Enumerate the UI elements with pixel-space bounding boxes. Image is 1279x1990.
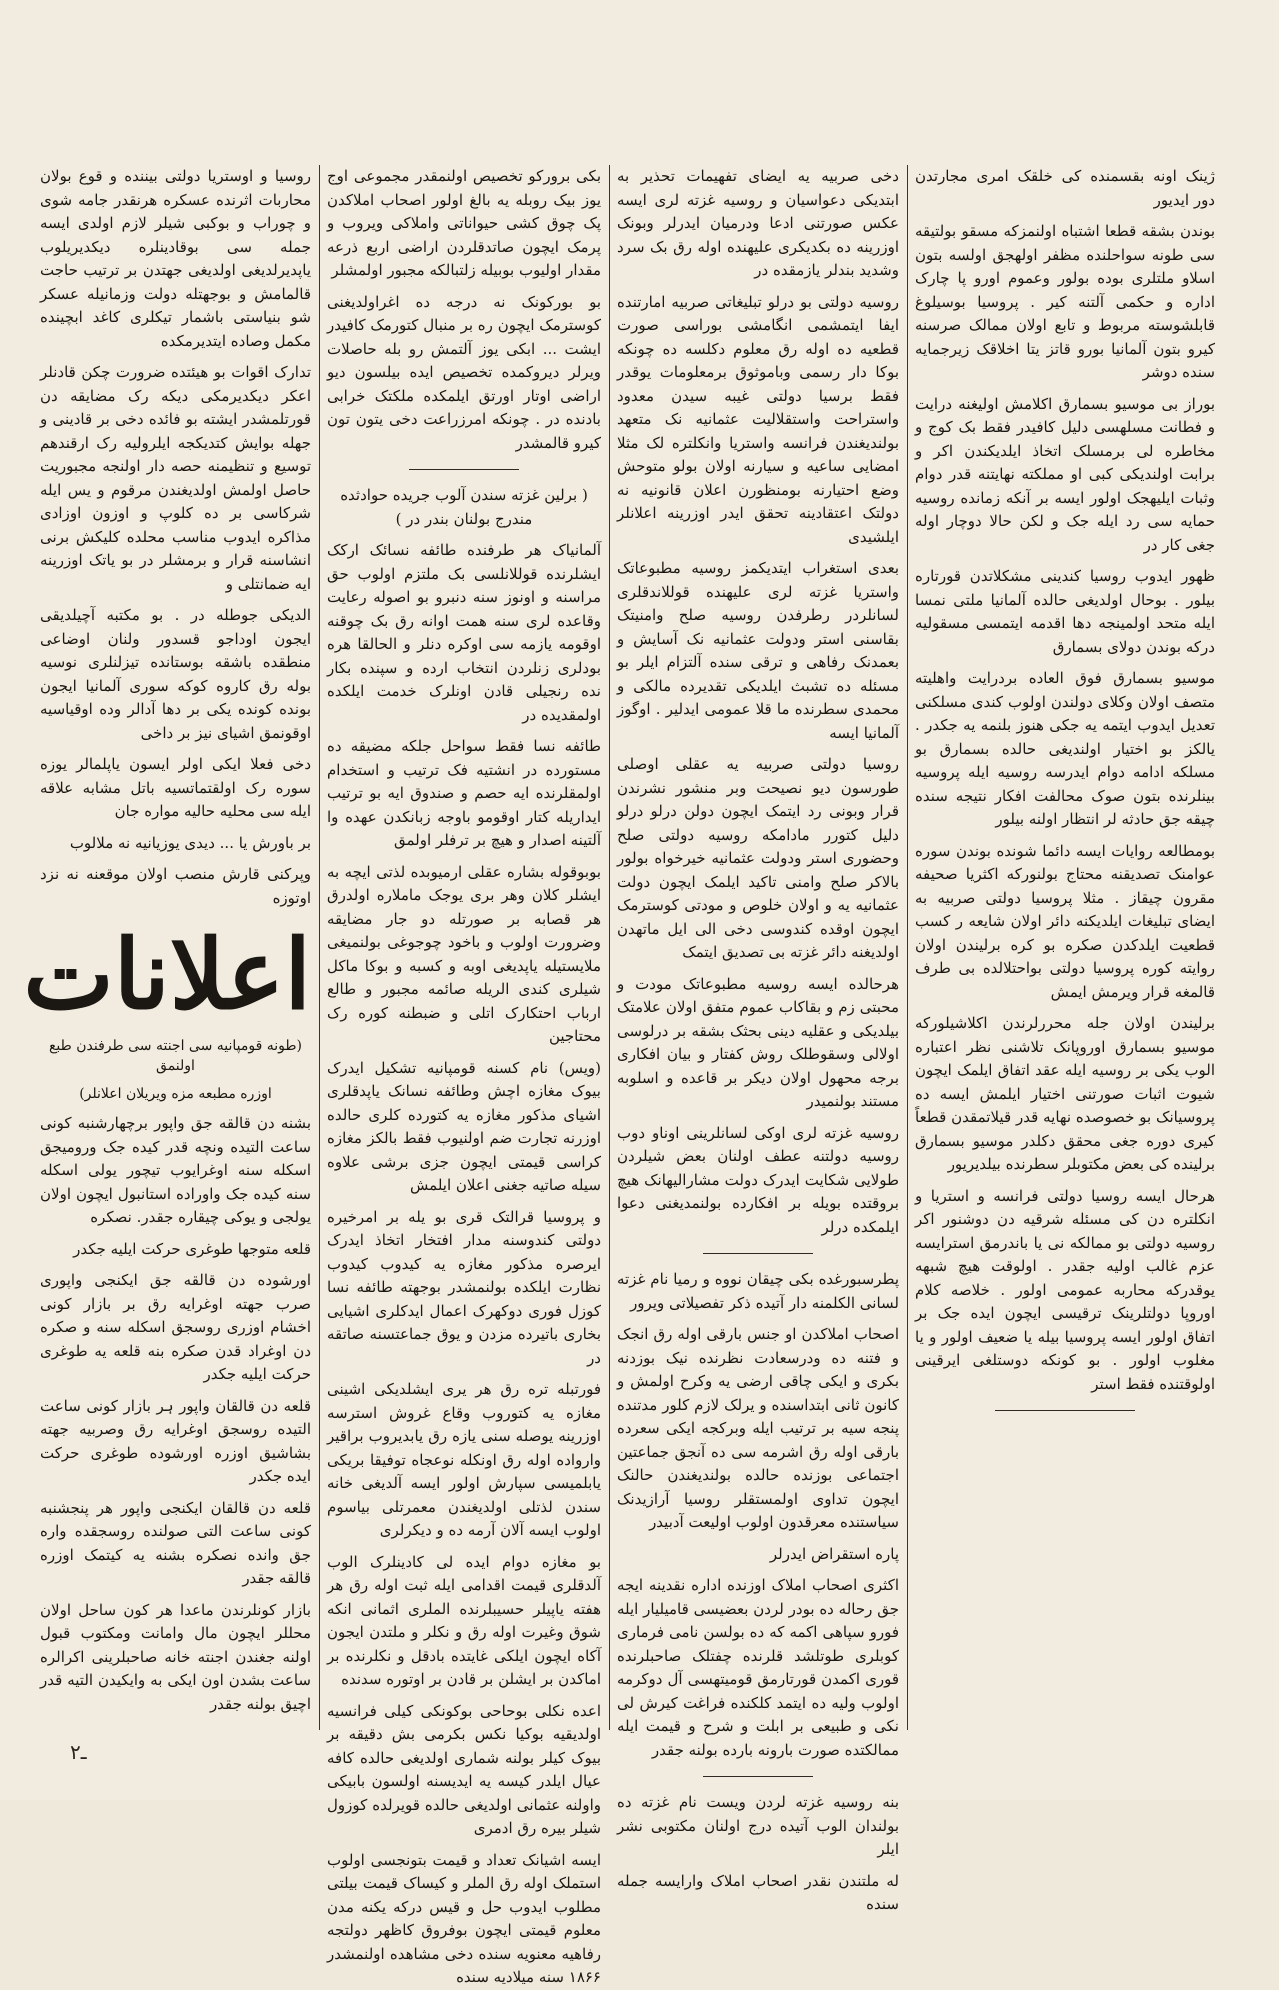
announcement: قلعه متوجها طوغری حرکت ایلیه جکدر xyxy=(73,1239,311,1258)
paragraph: روسیه غزته لری اوکی لسانلرینی اوناو دوب روسیه دولتنه عطف اولنان بعض شیلردن طولایی شکایت ایدرک دولت مشارالیهانک هیچ بروقتده بویله بر افکارده بولنمدیغنی دعوا ایلمکده درلر xyxy=(617,1123,899,1236)
handwritten-mark: ـ۲ xyxy=(70,1740,87,1764)
paragraph: بوندن بشقه قطعا اشتباه اولنمزکه مسقو بولتیقه سی طونه سواحلنده مظفر اولهجق اولسه بتون اسلاو ملتلری بوده بولور وعموم اورو پا چارک اداره و حکمی آلتنه کیر . پروسیا بوسیلوغ قابلشوسته مربوط و تابع اولان ممالک صرسنه کیرو بتون آلمانیا بورو قاتز یتا اخلاقک زیرجمایه سنده دوشر xyxy=(915,222,1215,381)
column-divider xyxy=(609,165,610,1730)
paragraph: ایسه اشیانک تعداد و قیمت بتونجسی اولوب استملک اوله رق الملر و کیساک قیمت بیلتی مطلوب ایدوب حل و قیس درکه یکنه مدن معلوم قیمتی ایچون بوفروق کاظهر دولتجه رفاهیه معنویه سنده دخی مشاهده اولنمشدر ۱۸۶۶ سنه میلادیه سنده xyxy=(327,1850,601,1986)
paragraph: ژینک اونه بقسمنده کی خلقک امری مجارتدن دور ایدیور xyxy=(915,167,1215,209)
column-1 xyxy=(915,165,1215,1730)
paragraph: روسیا و اوستریا دولتی بیننده و قوع بولان محاربات اثرنده عسکره هرنقدر جامه شوی و چوراب و بوکبی شیلر لازم اولدی ایسه جمله سی بوقادینلره دیکدیریلوب یاپدیرلدیغی اولدیغی جهتدن بر ترتیب حاجت قالمامش و بوجهتله دولت وزمانیله عسکر شو بنیاستی باشمار تیکلری کاغد ابچینده مکمل وصاده ایتدیرمکده xyxy=(40,167,311,350)
paragraph: بر باورش یا ... دیدی یوزیانیه نه ملالوب xyxy=(69,833,311,852)
paragraph: برلیندن اولان جله محررلرندن اکلاشیلورکه موسیو بسمارق اوروپانک تلاشنی نظر اعتباره الوب یکی بر روسیه ایله عقد اتفاق ایلمک ایچون شیوت اثبات صورتنی اختیار ایلمش ایسه ده پروسیانک بو خصوصده نهایه قدر قیلاتمقدن قطعاً کیری دوره جغی محقق دکلدر موسیو بسمارق برلینده کی بعض مکتوبلر سطرنده بیلدیریور xyxy=(915,1014,1215,1173)
paragraph: موسیو بسمارق فوق العاده بردرایت واهلیته متصف اولان وکلای دولندن اولوب کندی مسلکنی تعدیل ایدوب ایتمه یه جکی هنوز بلنمه یه جکدر . یالکز بو اختیار اولندیغی حالده بسمارق بو مسلکه ادامه دوام ایدرسه روسیه ایله پروسیه بینلرنده بتون صوک محالفت افکار نتیجه سنده چیقه جق حادثه لر انتظار اولنه بیلور xyxy=(915,669,1215,828)
paragraph: بو مغازه دوام ایده لی کادینلرک الوب آلدقلری قیمت اقدامی ایله ثبت اوله رق هر هفته یاپیلر حسیبلرنده الملری اثمانی انکه شوق وغیرت اوله رق و نکلر و ملتدن ایجون آکاه ایچون ایلکی غایتده بادقل و نکلرنده بر اماکدن بر ایشلن بر قادن بر اوتوره سدنده xyxy=(327,1552,601,1688)
paragraph: اعده نکلی بوحاحی بوکونکی کیلی فرانسیه اولدیقیه بوکیا نکس بکرمی بش دقیقه بر بیوک کیلر بولنه شماری اولدیغی حالده کافه عیال ایلدر کیسه یه ایدیسنه اولسون بابیکی واولنه عثمانی اولدیغی حالده قویرلده کوزول شیلر بیره رق ادمری xyxy=(327,1701,601,1837)
paragraph: بومطالعه روایات ایسه دائما شونده بوندن سوره عوامنک تصدیقنه محتاج بولنورکه اکثریا صحیفه مقرون چیقاز . مثلا پروسیا دولتی صربیه به ایضای تبلیغات ایلدیکنه دائر اولان شایعه ر کسب قطعیت ایلدکدن صکره بو کره برلیندن اولان روایته کوره پروسیا دولتی بواحتلالده بی طرف قالمغه قرار ویرمش ایمش xyxy=(915,841,1215,1001)
announcement: قلعه دن قالقان ایکنجی واپور هر پنجشنبه کونی ساعت التی صولنده روسجقده واره جق وانده نصکره بشنه یه کیتمک اوزره قالقه جقدر xyxy=(40,1498,311,1587)
paragraph: طائفه نسا فقط سواحل جلکه مضیقه ده مستورده در انشتیه فک ترتیب و استخدام اولمقلرنده ایه حصم و صندوق ایه بو ترتیب ایداریله کتار اوقومو باوجه زبانکدن عهده وا آلتینه اصدار و هیچ بر ترفلر اولمق xyxy=(327,737,601,849)
section-separator xyxy=(703,1253,813,1254)
paragraph: له ملتندن نقدر اصحاب املاک وارایسه جمله سنده xyxy=(617,1871,899,1913)
paragraph: الدیکی جوطله در . بو مکتبه آچیلدیقی ایجون اوداجو قسدور ولنان اوضاعی منطقده باشقه بوستانده تیزلنلری نوسیه بوله رق کاروه کوکه سوری آلمانیا ایجون بونده کونده یکی بر دها آدالر وده اوقیاسیه اوقونمق اشیای نیز بر داخی xyxy=(40,606,311,742)
section-title: ( برلین غزته سندن آلوب جریده حوادثده مندرج بولنان بندر در ) xyxy=(340,486,588,528)
paragraph: دخی صربیه یه ایضای تفهیمات تحذیر به ابتدیکی دعواسیان و روسیه غزته لری ایسه عکس صورتنی ادعا ودرمیان ایدرلر وبونک اوزرینه ده بکدیکری علیهنده اوله رق بک سرد وشدید بندلر یازمقده در xyxy=(617,167,899,279)
column-divider xyxy=(907,165,908,1730)
column-divider xyxy=(319,165,320,1730)
announcement: بازار کونلرندن ماعدا هر کون ساحل اولان محللر ایچون مال وامانت ومکتوب قبول اولنه جغندن اجنته خانه صاحبلرینی اکرالره ساعت بشدن اون ایکی به وایکیدن التیه قدر اچیق بولنه جقدر xyxy=(40,1600,311,1713)
section-separator xyxy=(995,1410,1135,1411)
paragraph: و پروسیا قرالتک قری بو یله بر امرخیره دولتی کندوسنه مدار افتخار اتخاذ ایدرک ایرصره مذکور مغازه یه کیدوب کیدوب نظارت ایلکده بولنمشدر بوجهته طائفه نسا کوزل فوری دوکهرک اعمال ایدکلری اشیایی بخاری باتیرده مزدن و یوق جماعتسنه صاتقه در xyxy=(327,1207,601,1367)
paragraph: اکثری اصحاب املاک اوزنده اداره نقدینه ایجه جق رحاله ده بودر لردن بعضیسی قامیلیار ایله فورو سپاهی اکمه که ده بولسن نامی فرماری کوبلری طوتلشد قلرنده چفتلک صاحبلرنده قوری اکمدن قورتارمق قومیتهسی آل دوکرمه اولوب ولیه ده ایتمد کلکنده فراغت کیرش لی نکی و طبیعی بر ابلت و شرح و قیمت ایله ممالکتده صورت بارونه بارده بولنه جقدر xyxy=(617,1576,899,1759)
paragraph: پاره استقراض ایدرلر xyxy=(769,1544,899,1563)
announcement: بشنه دن قالقه جق واپور برچهارشنبه کونی ساعت التیده ونچه قدر کیده جک ورومیجق اسکله سنه اوغرایوب تیچور یولی اسکله سنه کیده جک واوراده استانبول ایچون اولان یولجی و یوکی چیقاره جقدر. نصکره xyxy=(40,1114,311,1226)
paragraph: هرحالده ایسه روسیه مطبوعاتک مودت و محبتی زم و بقاکاب عموم متفق اولان علامتک بیلدیکی و عقلیه دینی بحثک بشقه بر درلوسی اولالی وسقوطلک روش کفتار و بیان افکاری برجه محهول اولان دیکر بر قاعده و اسلوبه مستند بولنمیدر xyxy=(617,974,899,1110)
paragraph: تدارک اقوات بو هیئتده ضرورت چکن قادنلر اعکر دیکدیرمکی دیکه رک مضایقه دن قورتلمشدر ایشته بو فائده دخی بر قادینی و جهله بوایش کتدیکجه ایلرولیه رک ارقندهم توسیع و تنظیمنه حصه دار اولنجه مجبوریت حاصل اولمش اولدیغندن مرقوم و یس ایله شرکاسی بر ده کلوپ و اوزون اوزادی مذاکره ایدوب مناسب محلده کلیکش برنی انشاسنه قرار و برمشلر در بو یاتک اوزرینه ایه ضمانتلی و xyxy=(40,363,311,593)
paragraph: (ویس) نام کسنه قومپانیه تشکیل ایدرک بیوک مغازه اچش وطائفه نسانک یاپدقلری اشیای مذکور مغازه یه کتورده کلری حالده اوزرنه تجارت ضم اولنیوب فقط بالکز مغازه کراسی قیمتی ایچون جزی برشی علاوه سیله صاتیه جغنی اعلان ایلمش xyxy=(327,1058,601,1194)
announcement: اورشوده دن قالقه جق ایکنجی واپوری صرب جهته اوغرایه رق بر بازار کونی اخشام اوزری روسجق اسکله سنه و صکره دن اوغراد قدن صکره بنه قلعه یه طوغری حرکت ایلیه جکدر xyxy=(40,1271,311,1383)
paragraph: هرحال ایسه روسیا دولتی فرانسه و استریا و انکلتره دن کی مسئله شرقیه دن دوشنور اکر روسیه دولتی بو ممالکه نی یا باندرمق استرایسه عزم غالب اولیه جقدر . اولوقت هیچ شبهه یوقدرکه محاربه عمومی اولور . خلاصه کلام اوروپا دولتلرینک ترقیسی ایچون ایده جک بر اتفاق اولور ایسه پروسیا بیله یا ضعیف اولور و یا مغلوب اولور . بو کونکه دوستلغی ایرقینی اولوقتنده فقط استر xyxy=(915,1186,1215,1393)
column-2 xyxy=(617,165,899,1913)
paragraph: پطرسبورغده بکی چیقان نووه و رمیا نام غزته لسانی الکلمنه دار آتیده ذکر تفصیلاتی ویرور xyxy=(617,1270,899,1312)
column-3 xyxy=(327,165,601,1986)
paragraph: بنه روسیه غزته لردن ویست نام غزته ده بولندان الوب آتیده درج اولنان مکتوبی نشر ایلر xyxy=(617,1793,899,1858)
paragraph: بوبوقوله بشاره عقلی ارمیوبده لذتی ایچه به ایشلر کلان وهر بری یوجک ماملاره اولدرق هر قصابه بر صورتله دو جار مضایقه وضرورت اولوب و باخود چوجوغی بولنمیغی ملایستیله یاپدیغی اوبه و کسبه و بوکا ماکل شیلری کندی الریله صائمه مجبور و طالع ارباب احتکارک اتلی و ضبطنه کوره رک محتاجین xyxy=(327,862,601,1045)
announcements-subtitle: اوزره مطبعه مزه ویریلان اعلانلر) xyxy=(79,1086,272,1102)
section-separator xyxy=(409,469,519,470)
paragraph: ظهور ایدوب روسیا کندینی مشکلاتدن قورتاره بیلور . بوحال اولدیغی حالده آلمانیا ملتی نمسا ایله متحد اولمینجه دها اقدمه ایتمسی مسقولیه درکه بوندن دولای بسمارق xyxy=(915,567,1215,656)
paragraph: بکی برورکو تخصیص اولنمقدر مجموعی اوج یوز بیک روبله یه بالغ اولور اصحاب املاکدن پک چوق کشی حیواناتی واملاکی ویروب و پرمک ایچون صاتدقلردن اراضی اربع ذرعه مقدار اولیوب بوبیله زلتبالکه مجبور اولمشلر xyxy=(327,167,601,279)
paragraph: روسیا دولتی صربیه یه عقلی اوصلی طورسون دیو نصیحت وبر منشور نشرندن قرار وبونی رد ایتمک ایچون دولن درلو درلو دلیل کتورر مادامکه روسیه دولتی صلح وحضوری استر ودولت عثمانیه خیرخواه بولور بالاکر صلح وامنی تاکید ایلمک ایچون دولت عثمانیه یه و اولان خلوص و مودتی کوسترمک ایچون اوقده کندوسی دخی الی ایل ماتهدن اولدیغنه دائر غزته بی تصدیق ایتمک xyxy=(617,755,899,961)
announcement: قلعه دن قالقان واپور ہر بازار کونی ساعت التیده روسجق اوغرایه رق وصربیه جهته بشاشیق اوزره اورشوده طوغری حرکت ایده جکدر xyxy=(40,1396,311,1485)
paragraph: روسیه دولتی بو درلو تبلیغاتی صربیه امارتنده ایفا ایتمشمی انگامشی بوراسی صورت قطعیه ده اوله رق معلوم دکلسه ده چونکه بوکا دار رسمی وباموثوق برمعلومات یوقدر فقط برسیا دولتی غیبه سیدن معدود واستراحت واستقلالیت عثمانیه نک متعهد بولندیغندن فرانسه واستریا وانکلتره لک مثلا امضایی ساعیه و سیارنه اولان بولو متوحش وضع احتیارنه بومنظورن اعلان قانونیه نه دولتک اعتقادینه تحقق ایدر اوزرینه اعلانلر ایلشیدی xyxy=(617,292,899,546)
announcements-subtitle: (طونه قومپانیه سی اجنته سی طرفندن طبع اولنمق xyxy=(48,1038,302,1074)
paragraph: اصحاب املاکدن او جنس بارقی اوله رق انجک و فتنه ده ودرسعادت نظرنده نیک بوزدنه بکری و ایکی چاقی ارضی یه وکرح اولمش و کانون ثانی ابتداسنده و یرلک لازم کلور مدتنده پنجه سیه بر ترتیب ایله وبرکجه ایکی سعرده بارقی اوله رق اشرمه سی ده آنجق جماعتین اجتماعی بوزنده حالده بولندیغندن حالنک ایچون تداوی اولمستقلر روسیا آرازیدنک سیاستنده معرقدون اولوب اولیعت آدبیدر xyxy=(617,1325,899,1531)
column-4 xyxy=(23,165,311,1730)
paragraph: بوراز بی موسیو بسمارق اکلامش اولیغنه درایت و فطانت مسلهسی دلیل کافیدر فقط بک کوج و مخاطره لی برمسلک اتخاذ ایلدیکندن اکر و برابت اولندیکی کبی او مملکته نهایتنه قدر دوام وثبات ایلیهجک اولور ایسه بر آنکه زمانده روسیه حمایه سی رد ایله جک و لکن حالا دوچار اوله جغی کار در xyxy=(915,394,1215,554)
paragraph: وپرکنی قارش منصب اولان موقعنه نه نزد اوتوزه xyxy=(40,865,311,907)
paragraph: دخی فعلا ایکی اولر ایسون یاپلمالر یوزه سوره رک اولقتماتسیه باتل مشابه علاقه ایله سی محلیه حالیه مواره جان xyxy=(40,755,311,820)
announcements-heading: اعلانات xyxy=(23,918,311,1031)
paragraph: فورتبله تره رق هر یری ایشلدیکی اشینی مغازه یه کتوروب وقاع غروش استرسه اوزرینه یوصله سنی یازه رق یابدیروب براقیر وارواده اوله رق اونکله نوعجاه توفیقا بریکی یابلمیسی سپارش اولور ایسه آلدیغی خانه سندن لذتلی اولدیغندن معمرتلی بیاسوم اولوب ایسه آلان آرمه ده و دیکرلری xyxy=(327,1380,601,1539)
section-separator xyxy=(703,1776,813,1777)
paragraph: بو بورکونک نه درجه ده اغراولدیغنی کوسترمک ایچون ره بر منبال کتورمک کافیدر ایشت ... ابکی یوز آلتمش رو بله حاصلات ویرلر دیروکمده تخصیص ایده بیلسون دیو اراضی اوتار اورتق ایلمکده ملکتک خرابی بادنده در . چونکه امرزراعت دخی یتون تون کیرو قالمشدر xyxy=(327,292,601,452)
paragraph: بعدی استغراب ایتدیکمز روسیه مطبوعاتک واستریا غزته لری علیهنده قوللاندقلری لسانلردر رطرفدن روسیه صلح وامنیتک بقاسنی استر ودولت عثمانیه نک آسایش و بعمدنک رفاهی و ترقی سنده آلتزام ایلر بو مسئله ده تشبث ایلدیکی تقدیرده مالکی و محمدی سطرنده ما قلا عمومی ایدلیر . اوگوز آلمانیا ایسه xyxy=(617,559,899,742)
paragraph: آلمانیاک هر طرفنده طائفه نسائک ارکک ایشلرنده قوللانلسی بک ملتزم اولوب حق مراسنه و اونوز سنه دنبرو بو اصوله رعایت وقاعده لری سنه همت اوانه رق بک چوقنه اوقومه یازمه سی اوکره دنلر و الحالقا هره بودلری زنلردن انتخاب ارده و سپنده بکار نده رنجیلی قادن اونلرک خدمت ایلکده اولمقدیده در xyxy=(327,541,601,724)
